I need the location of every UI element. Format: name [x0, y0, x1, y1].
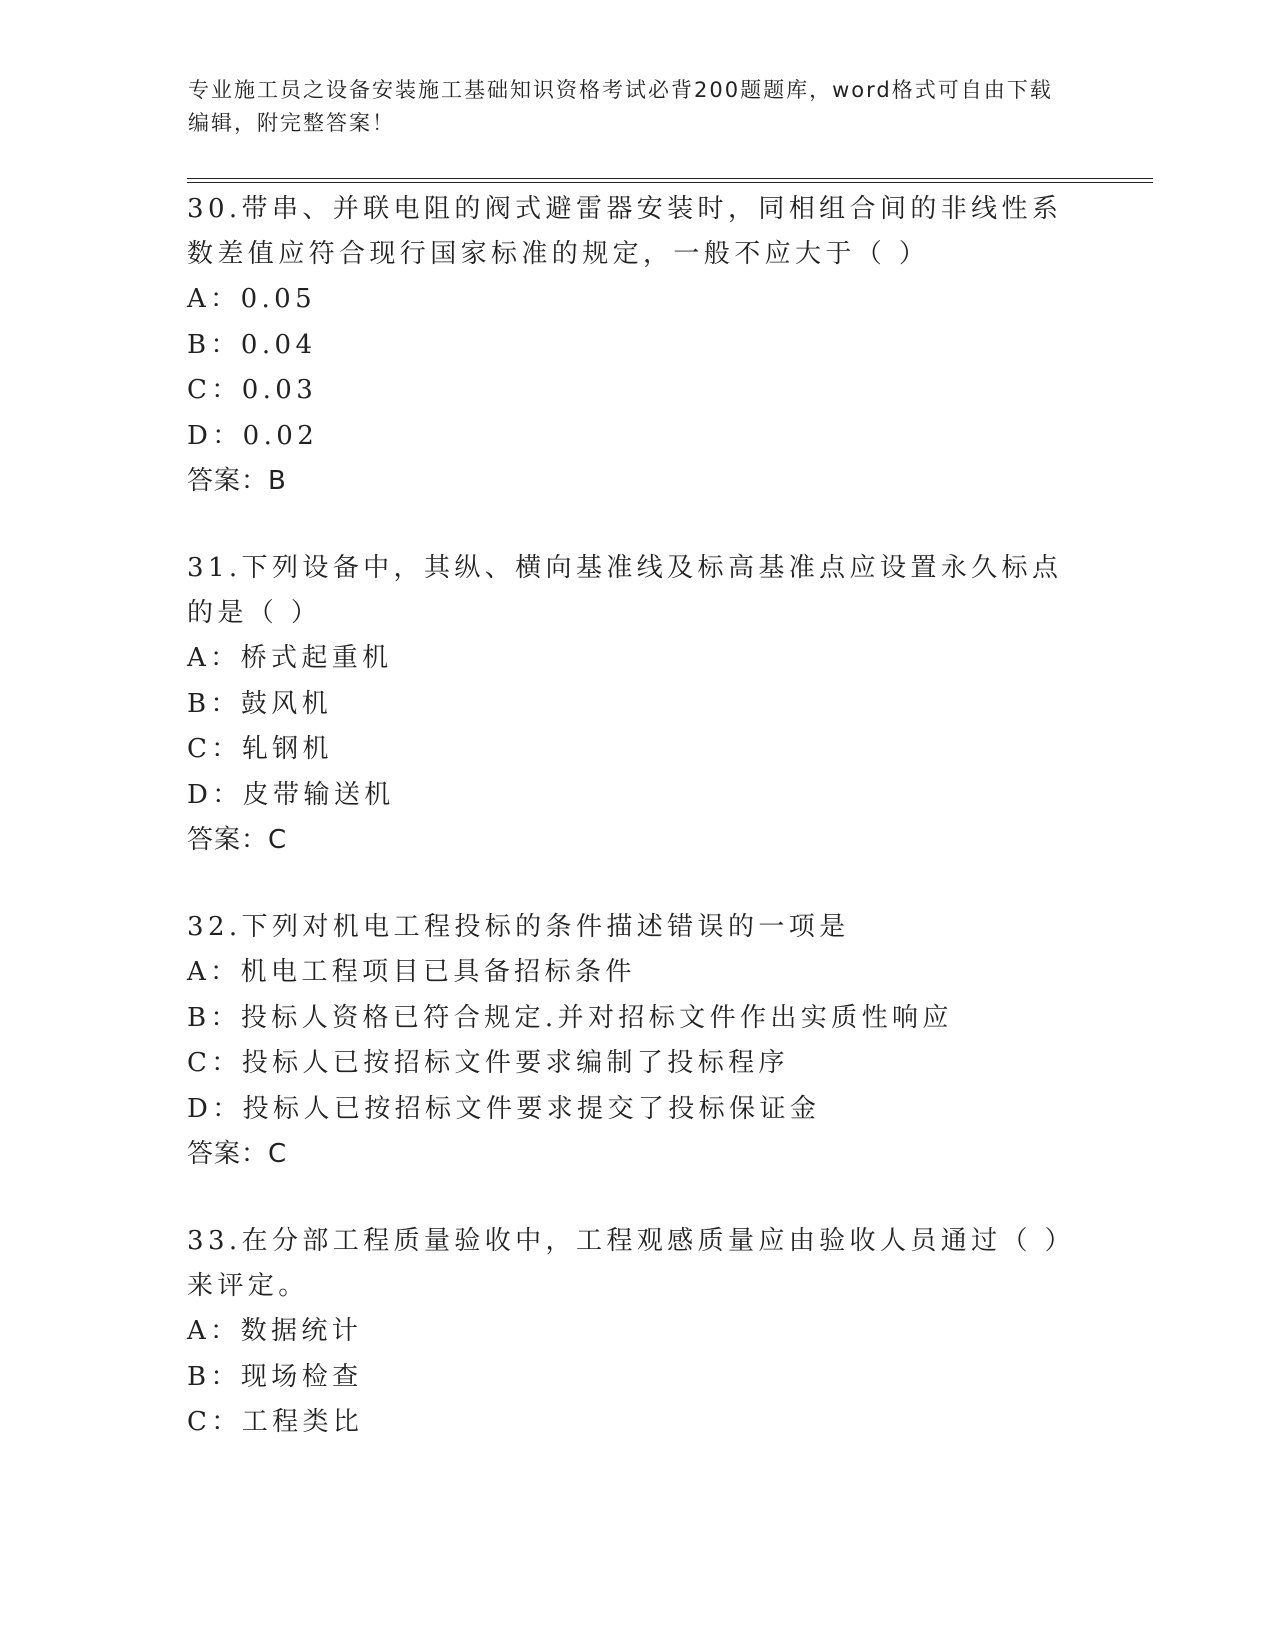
- header-divider-top: [187, 178, 1153, 179]
- option-a: A：数据统计: [187, 1316, 363, 1346]
- option-c: C：0.03: [187, 375, 318, 405]
- option-c: C：工程类比: [187, 1407, 364, 1437]
- option-b: B：鼓风机: [187, 688, 333, 719]
- question-stem: 33.在分部工程质量验收中，工程观感质量应由验收人员通过（ ）来评定。: [187, 1226, 1076, 1301]
- answer: 答案：B: [187, 466, 287, 496]
- option-a: A：机电工程项目已具备招标条件: [187, 957, 636, 987]
- question-stem: 32.下列对机电工程投标的条件描述错误的一项是: [187, 912, 850, 942]
- header-divider-bottom: [187, 182, 1153, 183]
- question-stem: 30.带串、并联电阻的阀式避雷器安装时，同相组合间的非线性系数差值应符合现行国家标准的规定，一般不应大于（ ）: [187, 194, 1063, 269]
- option-d: D：皮带输送机: [187, 779, 395, 810]
- question-list: [187, 187, 1077, 1489]
- question-33: [187, 1219, 1077, 1446]
- option-d: D：投标人已按招标文件要求提交了投标保证金: [187, 1093, 821, 1124]
- option-a: A：0.05: [187, 284, 317, 314]
- document-header: 专业施工员之设备安装施工基础知识资格考试必背200题题库，word格式可自由下载编辑，附完整答案！: [188, 78, 1053, 135]
- answer: 答案：C: [187, 1139, 288, 1169]
- option-b: B：投标人资格已符合规定.并对招标文件作出实质性响应: [187, 1002, 953, 1033]
- question-30: [187, 187, 1077, 503]
- option-b: B：0.04: [187, 329, 317, 360]
- question-stem: 31.下列设备中，其纵、横向基准线及标高基准点应设置永久标点的是（ ）: [187, 553, 1063, 628]
- option-d: D：0.02: [187, 420, 319, 451]
- option-a: A：桥式起重机: [187, 643, 393, 673]
- option-c: C：投标人已按招标文件要求编制了投标程序: [187, 1048, 789, 1078]
- answer: 答案：C: [187, 825, 288, 855]
- option-b: B：现场检查: [187, 1361, 363, 1392]
- question-32: [187, 905, 1077, 1176]
- question-31: [187, 546, 1077, 862]
- option-c: C：轧钢机: [187, 734, 333, 764]
